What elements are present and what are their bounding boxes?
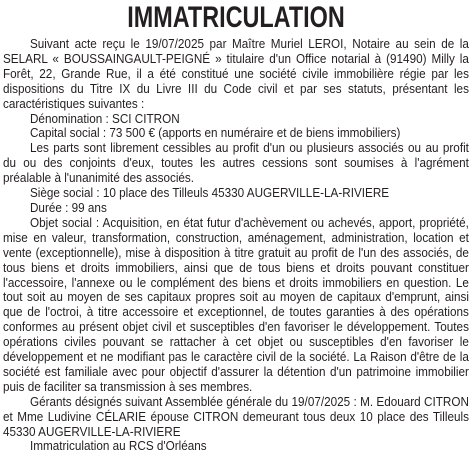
registration-line: Immatriculation au RCS d'Orléans <box>29 439 207 454</box>
shares-paragraph: Les parts sont librement cessibles au profit d'un ou plusieurs associés ou au profit du ou des conjoints d'eux, toutes les autres cessions sont soumises à l'agrément préalable à l'unanimité des associés. <box>3 141 469 186</box>
notice-body <box>3 37 469 454</box>
deed-paragraph: Suivant acte reçu le 19/07/2025 par Maître Muriel LEROI, Notaire au sein de la SELARL « BOUSSAINGAULT-PEIGNÉ » titulaire d'un Office notarial à (91490) Milly la Forêt, 22, Grande Rue, il a été constitué une société civile immobilière régie par les dispositions du Titre IX du Livre III du Code civil et par ses statuts, présentant les caractéristiques suivantes : <box>3 37 469 111</box>
legal-notice <box>3 3 469 454</box>
duration-line: Durée : 99 ans <box>29 200 107 215</box>
registered-office-line: Siège social : 10 place des Tilleuls 45330 AUGERVILLE-LA-RIVIERE <box>29 186 390 201</box>
capital-line: Capital social : 73 500 € (apports en numéraire et de biens immobiliers) <box>29 126 401 141</box>
corporate-purpose-paragraph: Objet social : Acquisition, en état futur d'achèvement ou achevés, apport, propriété, mise en valeur, transformation, construction, aménagement, administration, location et vente (exceptionnelle), mise à disposition à titre gratuit au profit de l'un des associés, de tous biens et droits immobiliers, ainsi que de tous biens et droits pouvant constituer l'accessoire, l'annexe ou le complément des biens et droits immobiliers en question. Le tout soit au moyen de ses capitaux propres soit au moyen de capitaux d'emprunt, ainsi que de l'octroi, à titre accessoire et exceptionnel, de toutes garanties à des opérations conformes au présent objet civil et susceptibles d'en favoriser le développement. Toutes opérations civiles pouvant se rattacher à cet objet ou susceptibles d'en favoriser le développement et ne modifiant pas le caractère civil de la société. La Raison d'être de la société est familiale avec pour objectif d'assurer la détention d'un patrimoine immobilier puis de faciliter sa transmission à ses membres. <box>3 215 469 394</box>
denomination-line: Dénomination : SCI CITRON <box>29 111 180 126</box>
notice-title: IMMATRICULATION <box>127 1 345 34</box>
managers-paragraph: Gérants désignés suivant Assemblée générale du 19/07/2025 : M. Edouard CITRON et Mme Ludivine CÉLARIE épouse CITRON demeurant tous deux 10 place des Tilleuls 45330 AUGERVILLE-LA-RIVIERE <box>3 394 469 439</box>
